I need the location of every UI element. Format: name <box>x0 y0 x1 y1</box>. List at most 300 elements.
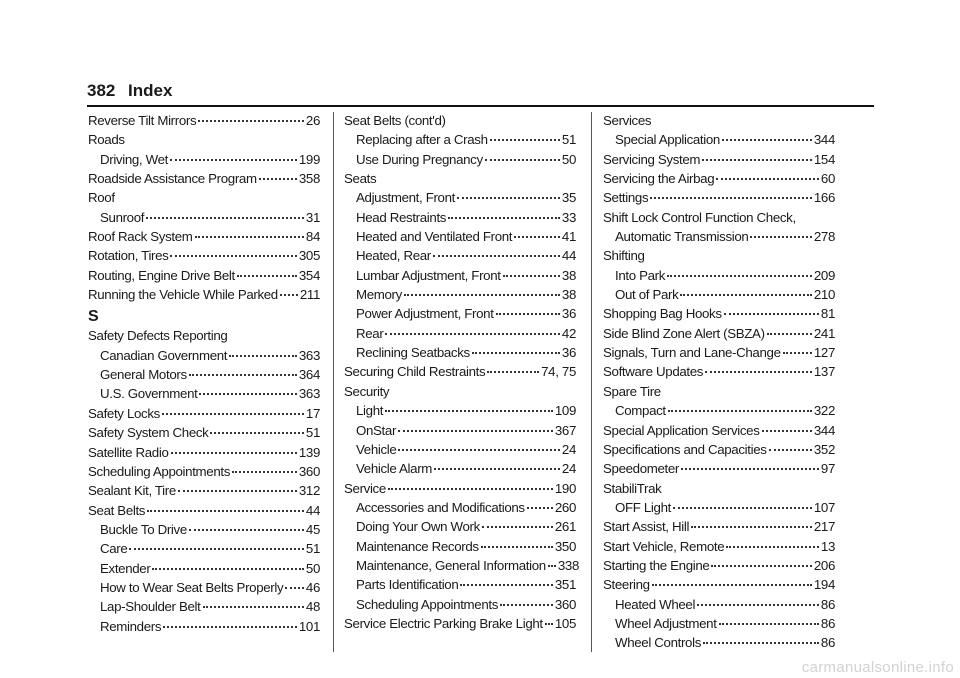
index-subentry <box>344 304 576 323</box>
entry-page-number: 194 <box>813 577 835 593</box>
entry-page-number: 211 <box>299 287 320 303</box>
index-entry <box>603 111 835 130</box>
index-entry <box>603 382 835 401</box>
dot-leader <box>719 623 819 625</box>
index-subentry <box>344 324 576 343</box>
entry-label: Compact <box>615 403 666 419</box>
entry-page-number: 109 <box>554 403 576 419</box>
entry-label: Vehicle <box>356 441 397 457</box>
entry-page-number: 209 <box>813 267 835 283</box>
dot-leader <box>650 197 812 199</box>
entry-label: Parts Identification <box>356 577 459 593</box>
entry-label: Servicing System <box>603 151 701 167</box>
entry-page-number: 190 <box>554 480 576 496</box>
dot-leader <box>198 120 304 122</box>
dot-leader <box>398 430 553 432</box>
entry-page-number: 86 <box>820 615 835 631</box>
entry-label: Safety Defects Reporting <box>88 328 228 344</box>
entry-label: Buckle To Drive <box>100 521 187 537</box>
entry-label: Scheduling Appointments <box>356 596 499 612</box>
entry-page-number: 137 <box>813 364 835 380</box>
entry-page-number: 17 <box>305 405 320 421</box>
entry-page-number: 358 <box>298 171 320 187</box>
dot-leader <box>545 623 553 625</box>
entry-label: Special Application Services <box>603 422 760 438</box>
entry-label: Canadian Government <box>100 347 228 363</box>
entry-page-number: 206 <box>813 557 835 573</box>
entry-label: Roof <box>88 190 115 206</box>
index-subentry <box>88 384 320 403</box>
index-entry <box>88 326 320 345</box>
index-entry <box>88 111 320 130</box>
entry-page-number: 354 <box>298 267 320 283</box>
entry-label: Service Electric Parking Brake Light <box>344 615 543 631</box>
index-entry <box>603 537 835 556</box>
entry-label: Driving, Wet <box>100 151 168 167</box>
dot-leader <box>147 510 304 512</box>
entry-page-number: 352 <box>813 441 835 457</box>
entry-label: Care <box>100 541 128 557</box>
entry-label: Satellite Radio <box>88 444 169 460</box>
dot-leader <box>259 178 297 180</box>
index-entry <box>344 382 576 401</box>
dot-leader <box>703 642 819 644</box>
index-entry <box>603 575 835 594</box>
entry-label: Power Adjustment, Front <box>356 306 494 322</box>
entry-label: Seat Belts <box>88 502 146 518</box>
dot-leader <box>448 217 560 219</box>
index-subentry <box>344 208 576 227</box>
index-entry <box>603 459 835 478</box>
entry-label: Side Blind Zone Alert (SBZA) <box>603 325 765 341</box>
entry-page-number: 139 <box>298 444 320 460</box>
entry-label: Roads <box>88 132 125 148</box>
entry-page-number: 101 <box>298 618 320 634</box>
entry-label: Software Updates <box>603 364 704 380</box>
index-subentry <box>344 343 576 362</box>
entry-label: OnStar <box>356 422 397 438</box>
dot-leader <box>697 604 819 606</box>
index-subentry <box>603 401 835 420</box>
entry-label: Security <box>344 383 390 399</box>
dot-leader <box>199 393 296 395</box>
dot-leader <box>490 139 560 141</box>
entry-page-number: 46 <box>305 579 320 595</box>
dot-leader <box>481 546 553 548</box>
entry-page-number: 24 <box>561 441 576 457</box>
entry-page-number: 322 <box>813 403 835 419</box>
watermark: carmanualsonline.info <box>801 659 954 676</box>
entry-label: Signals, Turn and Lane-Change <box>603 345 781 361</box>
index-subentry <box>344 150 576 169</box>
entry-label: Services <box>603 113 652 128</box>
entry-page-number: 166 <box>813 190 835 206</box>
dot-leader <box>170 159 297 161</box>
entry-label: Out of Park <box>615 287 679 303</box>
dot-leader <box>722 139 812 141</box>
index-entry <box>344 111 576 130</box>
index-entry <box>88 404 320 423</box>
entry-page-number: 363 <box>298 347 320 363</box>
index-entry <box>88 169 320 188</box>
entry-page-number: 344 <box>813 422 835 438</box>
dot-leader <box>385 410 553 412</box>
entry-page-number: 33 <box>561 209 576 225</box>
dot-leader <box>229 355 297 357</box>
dot-leader <box>434 468 560 470</box>
entry-page-number: 127 <box>813 345 835 361</box>
dot-leader <box>652 584 812 586</box>
entry-label: Accessories and Modifications <box>356 499 525 515</box>
entry-label: Rear <box>356 325 384 341</box>
entry-label: Light <box>356 403 384 419</box>
dot-leader <box>702 159 812 161</box>
index-subentry <box>603 633 835 652</box>
entry-page-number: 51 <box>561 132 576 148</box>
dot-leader <box>500 604 553 606</box>
dot-leader <box>673 507 812 509</box>
index-subentry <box>344 130 576 149</box>
entry-label: Shift Lock Control Function Check, <box>603 209 796 225</box>
entry-page-number: 44 <box>305 502 320 518</box>
dot-leader <box>762 430 812 432</box>
index-entry <box>88 423 320 442</box>
entry-label: Into Park <box>615 267 666 283</box>
index-subentry <box>88 559 320 578</box>
index-subentry <box>344 440 576 459</box>
entry-page-number: 26 <box>305 113 320 128</box>
entry-label: Roof Rack System <box>88 229 193 245</box>
index-subentry <box>344 188 576 207</box>
dot-leader <box>482 526 553 528</box>
dot-leader <box>716 178 819 180</box>
entry-label: Vehicle Alarm <box>356 461 433 477</box>
dot-leader <box>527 507 553 509</box>
entry-label: StabiliTrak <box>603 480 662 496</box>
entry-label: Use During Pregnancy <box>356 151 483 167</box>
entry-page-number: 84 <box>305 229 320 245</box>
dot-leader <box>496 313 560 315</box>
index-entry <box>88 285 320 304</box>
index-entry <box>603 324 835 343</box>
column-divider <box>333 112 334 652</box>
entry-label: Shifting <box>603 248 645 264</box>
index-subentry <box>88 208 320 227</box>
dot-leader <box>767 333 812 335</box>
index-subentry <box>603 266 835 285</box>
entry-page-number: 50 <box>305 560 320 576</box>
dot-leader <box>404 294 560 296</box>
index-subentry <box>344 537 576 556</box>
index-entry <box>88 266 320 285</box>
entry-label: Heated Wheel <box>615 596 696 612</box>
entry-label: Starting the Engine <box>603 557 710 573</box>
entry-page-number: 261 <box>554 519 576 535</box>
index-entry <box>603 208 835 227</box>
index-entry <box>88 443 320 462</box>
index-subentry <box>603 285 835 304</box>
entry-label: Start Assist, Hill <box>603 519 690 535</box>
dot-leader <box>129 548 303 550</box>
dot-leader <box>750 236 811 238</box>
index-entry <box>88 246 320 265</box>
index-column-1 <box>88 111 320 636</box>
index-subentry <box>603 614 835 633</box>
dot-leader <box>163 626 297 628</box>
entry-page-number: 367 <box>554 422 576 438</box>
page-number: 382 <box>87 81 116 100</box>
entry-page-number: 41 <box>561 229 576 245</box>
entry-page-number: 51 <box>305 541 320 557</box>
entry-label: Securing Child Restraints <box>344 364 486 380</box>
entry-label: Replacing after a Crash <box>356 132 488 148</box>
entry-page-number: 24 <box>561 461 576 477</box>
dot-leader <box>178 490 297 492</box>
dot-leader <box>691 526 812 528</box>
dot-leader <box>171 452 297 454</box>
index-subentry <box>88 539 320 558</box>
dot-leader <box>667 275 812 277</box>
index-subentry <box>603 595 835 614</box>
dot-leader <box>783 352 812 354</box>
entry-label: Spare Tire <box>603 383 661 399</box>
entry-page-number: 86 <box>820 596 835 612</box>
dot-leader <box>398 449 559 451</box>
dot-leader <box>514 236 560 238</box>
dot-leader <box>203 606 304 608</box>
index-entry <box>88 227 320 246</box>
dot-leader <box>548 565 556 567</box>
entry-page-number: 278 <box>813 229 835 245</box>
entry-label: Wheel Adjustment <box>615 615 717 631</box>
entry-page-number: 48 <box>305 599 320 615</box>
dot-leader <box>385 333 559 335</box>
index-subentry <box>88 520 320 539</box>
dot-leader <box>280 294 298 296</box>
index-entry <box>344 169 576 188</box>
entry-page-number: 241 <box>813 325 835 341</box>
entry-page-number: 44 <box>561 248 576 264</box>
entry-page-number: 42 <box>561 325 576 341</box>
entry-page-number: 38 <box>561 287 576 303</box>
index-subentry <box>344 556 579 575</box>
index-entry <box>603 188 835 207</box>
index-column-3 <box>603 111 835 653</box>
index-entry <box>88 501 320 520</box>
entry-page-number: 97 <box>820 461 835 477</box>
entry-label: Sunroof <box>100 209 145 225</box>
entry-label: Scheduling Appointments <box>88 463 231 479</box>
dot-leader <box>668 410 812 412</box>
entry-label: Seats <box>344 171 377 187</box>
dot-leader <box>705 371 812 373</box>
entry-page-number: 13 <box>820 538 835 554</box>
dot-leader <box>170 255 296 257</box>
index-entry <box>88 130 320 149</box>
index-entry <box>88 481 320 500</box>
entry-label: Sealant Kit, Tire <box>88 483 176 499</box>
dot-leader <box>388 488 553 490</box>
index-entry <box>88 462 320 481</box>
entry-label: Extender <box>100 560 151 576</box>
entry-label: Heated, Rear <box>356 248 431 264</box>
index-entry <box>88 188 320 207</box>
entry-page-number: 217 <box>813 519 835 535</box>
index-entry <box>603 343 835 362</box>
entry-label: Reverse Tilt Mirrors <box>88 113 197 128</box>
dot-leader <box>769 449 812 451</box>
entry-label: Safety System Check <box>88 425 209 441</box>
index-entry <box>344 362 576 381</box>
index-subentry <box>344 421 576 440</box>
entry-label: Head Restraints <box>356 209 447 225</box>
entry-page-number: 350 <box>554 538 576 554</box>
dot-leader <box>210 432 303 434</box>
index-subentry <box>88 346 320 365</box>
entry-label: Heated and Ventilated Front <box>356 229 513 245</box>
dot-leader <box>285 587 304 589</box>
entry-label: Special Application <box>615 132 720 148</box>
entry-label: Routing, Engine Drive Belt <box>88 267 235 283</box>
entry-label: Settings <box>603 190 649 206</box>
index-column-2 <box>344 111 579 633</box>
entry-label: Running the Vehicle While Parked <box>88 287 278 303</box>
index-entry <box>603 304 835 323</box>
dot-leader <box>503 275 560 277</box>
index-entry <box>603 479 835 498</box>
dot-leader <box>487 371 539 373</box>
entry-label: Service <box>344 480 386 496</box>
entry-page-number: 35 <box>561 190 576 206</box>
index-entry <box>603 517 835 536</box>
entry-label: Wheel Controls <box>615 635 701 651</box>
entry-page-number: 81 <box>820 306 835 322</box>
entry-page-number: 154 <box>813 151 835 167</box>
index-subentry <box>88 365 320 384</box>
entry-label: Maintenance, General Information <box>356 557 546 573</box>
entry-label: Specifications and Capacities <box>603 441 767 457</box>
dot-leader <box>680 294 811 296</box>
entry-label: Reminders <box>100 618 162 634</box>
index-entry <box>603 362 835 381</box>
page-title: Index <box>128 81 173 100</box>
entry-label: Seat Belts (cont'd) <box>344 113 446 128</box>
index-entry <box>603 150 835 169</box>
index-subentry <box>344 498 576 517</box>
entry-page-number: 360 <box>554 596 576 612</box>
entry-page-number: 74, 75 <box>541 364 576 380</box>
index-subentry <box>88 617 320 636</box>
dot-leader <box>162 413 304 415</box>
index-subentry <box>603 498 835 517</box>
entry-page-number: 105 <box>554 615 576 631</box>
entry-label: Start Vehicle, Remote <box>603 538 725 554</box>
dot-leader <box>472 352 560 354</box>
page-header <box>87 79 874 107</box>
index-subentry <box>603 227 835 246</box>
entry-label: How to Wear Seat Belts Properly <box>100 579 284 595</box>
entry-page-number: 364 <box>298 367 320 383</box>
entry-label: Shopping Bag Hooks <box>603 306 722 322</box>
index-subentry <box>344 285 576 304</box>
entry-label: Adjustment, Front <box>356 190 455 206</box>
index-subentry <box>603 130 835 149</box>
entry-page-number: 50 <box>561 151 576 167</box>
entry-label: Rotation, Tires <box>88 248 169 264</box>
entry-page-number: 199 <box>298 151 320 167</box>
entry-page-number: 107 <box>813 499 835 515</box>
dot-leader <box>726 546 819 548</box>
entry-label: Roadside Assistance Program <box>88 171 257 187</box>
index-subentry <box>344 459 576 478</box>
entry-page-number: 51 <box>305 425 320 441</box>
index-subentry <box>344 595 576 614</box>
entry-label: Steering <box>603 577 650 593</box>
entry-label: Automatic Transmission <box>615 229 749 245</box>
index-subentry <box>344 575 576 594</box>
dot-leader <box>457 197 560 199</box>
dot-leader <box>189 529 304 531</box>
index-entry <box>603 169 835 188</box>
index-subentry <box>88 150 320 169</box>
entry-page-number: 260 <box>554 499 576 515</box>
entry-page-number: 305 <box>298 248 320 264</box>
entry-page-number: 60 <box>820 171 835 187</box>
entry-label: OFF Light <box>615 499 671 515</box>
index-subentry <box>344 517 576 536</box>
dot-leader <box>485 159 560 161</box>
entry-label: Speedometer <box>603 461 679 477</box>
index-entry <box>344 479 576 498</box>
entry-page-number: 312 <box>298 483 320 499</box>
entry-page-number: 36 <box>561 306 576 322</box>
entry-label: Lap-Shoulder Belt <box>100 599 201 615</box>
index-subentry <box>88 597 320 616</box>
index-entry <box>344 614 576 633</box>
entry-label: Lumbar Adjustment, Front <box>356 267 501 283</box>
index-subentry <box>344 401 576 420</box>
dot-leader <box>681 468 819 470</box>
dot-leader <box>711 565 811 567</box>
dot-leader <box>237 275 297 277</box>
entry-page-number: 36 <box>561 345 576 361</box>
entry-page-number: 38 <box>561 267 576 283</box>
entry-label: Memory <box>356 287 402 303</box>
index-entry <box>603 440 835 459</box>
dot-leader <box>724 313 819 315</box>
entry-page-number: 45 <box>305 521 320 537</box>
entry-label: Doing Your Own Work <box>356 519 480 535</box>
index-subentry <box>88 578 320 597</box>
column-divider <box>591 112 592 652</box>
entry-page-number: 86 <box>820 635 835 651</box>
index-entry <box>603 556 835 575</box>
entry-page-number: 363 <box>298 386 320 402</box>
dot-leader <box>460 584 552 586</box>
entry-page-number: 360 <box>298 463 320 479</box>
entry-label: Safety Locks <box>88 405 160 421</box>
section-letter: S <box>88 308 99 326</box>
entry-label: U.S. Government <box>100 386 198 402</box>
dot-leader <box>195 236 304 238</box>
entry-label: Maintenance Records <box>356 538 479 554</box>
entry-label: Servicing the Airbag <box>603 171 715 187</box>
entry-label: General Motors <box>100 367 187 383</box>
dot-leader <box>189 374 297 376</box>
dot-leader <box>146 217 304 219</box>
entry-page-number: 31 <box>305 209 320 225</box>
dot-leader <box>433 255 560 257</box>
